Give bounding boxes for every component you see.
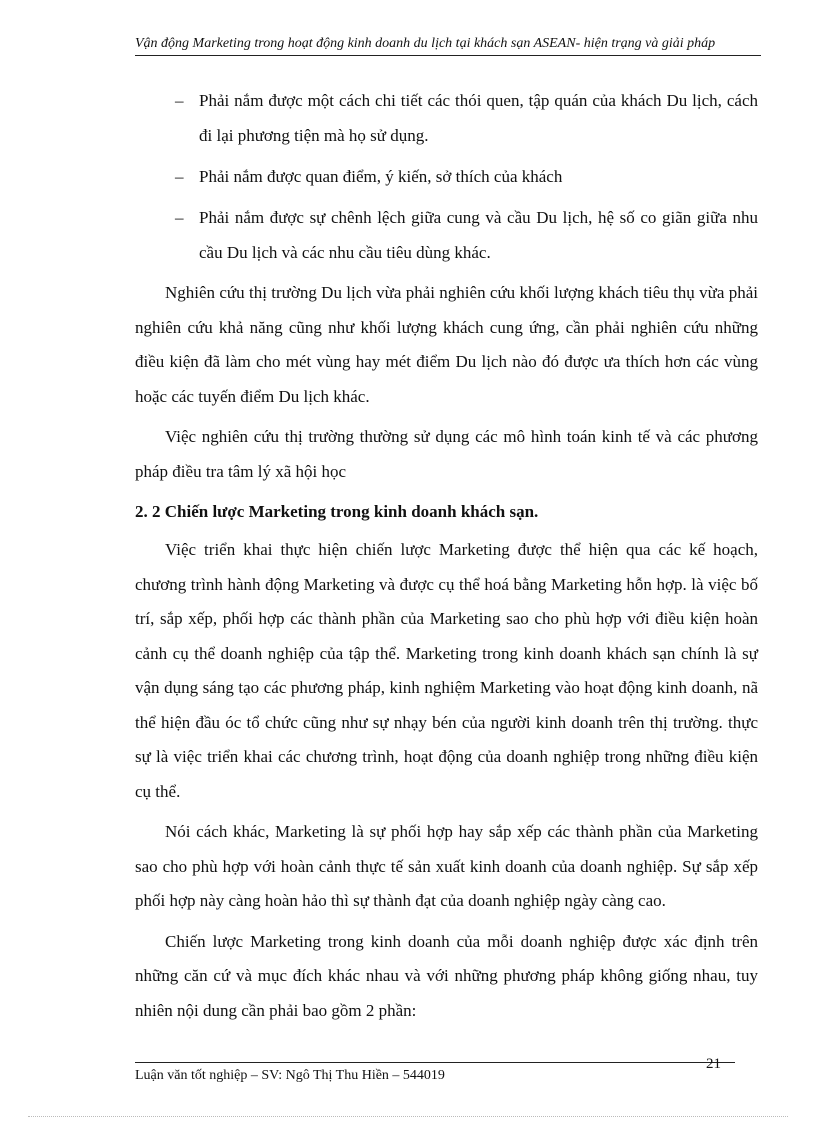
page-edge-divider <box>28 1116 788 1117</box>
page-footer <box>135 1056 735 1085</box>
dash-marker: – <box>175 208 184 227</box>
page-body <box>135 83 758 1034</box>
list-item <box>135 200 758 270</box>
paragraph: Nói cách khác, Marketing là sự phối hợp hay sắp xếp các thành phần của Marketing sao cho phù hợp với hoàn cảnh thực tế sản xuất kinh doanh của doanh nghiệp. Sự sắp xếp phối hợp này càng hoàn hảo thì sự thành đạt của doanh nghiệp ngày càng cao. <box>135 822 758 910</box>
paragraph: Chiến lược Marketing trong kinh doanh của mỗi doanh nghiệp được xác định trên những căn cứ và mục đích khác nhau và với những phương pháp không giống nhau, tuy nhiên nội dung cần phải bao gồm 2 phần: <box>135 931 758 1020</box>
page-number: 21 <box>706 1056 721 1072</box>
running-header <box>135 35 761 56</box>
footer-text: Luận văn tốt nghiệp – SV: Ngô Thị Thu Hiền – 544019 <box>135 1068 445 1083</box>
paragraph: Nghiên cứu thị trường Du lịch vừa phải nghiên cứu khối lượng khách tiêu thụ vừa phải nghiên cứu khả năng cũng như khối lượng khách cung ứng, cần phải nghiên cứu những điều kiện đã làm cho mét vùng hay mét điểm Du lịch nào đó được ưa thích hơn các vùng hoặc các tuyến điểm Du lịch khác. <box>135 283 758 406</box>
paragraph: Việc triển khai thực hiện chiến lược Marketing được thể hiện qua các kế hoạch, chương trình hành động Marketing và được cụ thể hoá bằng Marketing hỗn hợp. là việc bố trí, sắp xếp, phối hợp các thành phần của Marketing sao cho phù hợp với điều kiện hoàn cảnh cụ thể doanh nghiệp của tập thể. Marketing trong kinh doanh khách sạn chính là sự vận dụng sáng tạo các phương pháp, kinh nghiệm Marketing vào hoạt động kinh doanh, nã thể hiện đầu óc tổ chức cũng như sự nhạy bén của người kinh doanh trên thị trường. thực sự là việc triển khai các chương trình, hoạt động của doanh nghiệp trong những điều kiện cụ thể. <box>135 540 758 801</box>
list-item-text: Phải nắm được quan điểm, ý kiến, sở thích của khách <box>199 167 563 186</box>
paragraph: Việc nghiên cứu thị trường thường sử dụng các mô hình toán kinh tế và các phương pháp điều tra tâm lý xã hội học <box>135 427 758 481</box>
dash-marker: – <box>175 91 184 110</box>
bullet-list <box>135 83 758 270</box>
dash-marker: – <box>175 167 184 186</box>
list-item-text: Phải nắm được một cách chi tiết các thói quen, tập quán của khách Du lịch, cách đi lại phương tiện mà họ sử dụng. <box>199 91 758 145</box>
list-item-text: Phải nắm được sự chênh lệch giữa cung và cầu Du lịch, hệ số co giãn giữa nhu cầu Du lịch và các nhu cầu tiêu dùng khác. <box>199 208 758 262</box>
list-item <box>135 159 758 194</box>
section-heading: 2. 2 Chiến lược Marketing trong kinh doanh khách sạn. <box>135 502 539 521</box>
header-title: Vận động Marketing trong hoạt động kinh doanh du lịch tại khách sạn ASEAN- hiện trạng và giải pháp <box>135 36 716 51</box>
list-item <box>135 83 758 153</box>
